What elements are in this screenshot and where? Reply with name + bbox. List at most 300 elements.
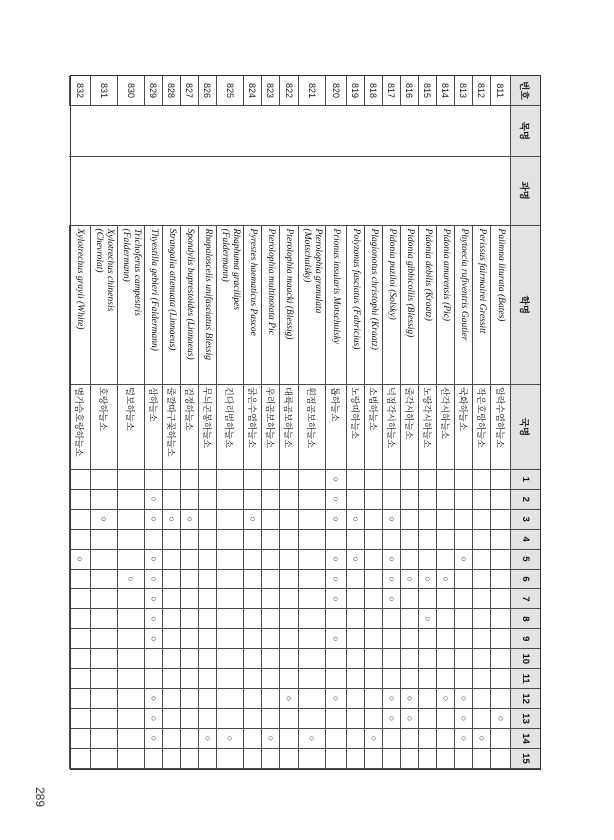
site-presence-cell-11 [90,669,117,689]
site-presence-cell-15 [418,749,436,769]
scientific-name-line1: Plagionotus christophi (Kraatz) [369,228,379,350]
family-cell-empty [472,157,490,226]
record-number: 820 [331,82,341,98]
site-presence-cell-9 [325,629,346,649]
header-cell-family: 과명 [510,157,540,226]
site-presence-cell-8 [162,609,180,629]
rotated-table-container [70,75,541,770]
site-presence-cell-13 [325,709,346,729]
scientific-name-cell [180,226,198,386]
site-presence-cell-6 [346,570,364,590]
scientific-name-line1: Palimna liturata (Bates) [496,228,506,322]
site-presence-cell-6 [162,570,180,590]
site-presence-cell-7 [325,589,346,609]
header-cell-sciname: 학명 [510,226,540,386]
order-cell-empty [382,106,400,157]
order-cell-empty [117,106,144,157]
site-presence-cell-14 [162,729,180,749]
site-presence-cell-1 [198,470,216,490]
presence-circle-mark: ○ [351,556,361,562]
scientific-name-cell [346,226,364,386]
site-presence-cell-5 [346,550,364,570]
site-presence-cell-14 [144,729,162,749]
species-row-820 [325,76,346,769]
species-row-821 [298,76,325,769]
record-number: 823 [265,82,276,98]
site-presence-cell-6 [436,570,454,590]
site-presence-cell-5 [382,550,400,570]
record-number-cell [69,76,90,106]
site-presence-cell-11 [298,669,325,689]
scientific-name-line2: (Faldermann) [220,228,230,282]
site-presence-cell-12 [144,689,162,709]
scientific-name-cell [90,226,117,386]
site-presence-cell-11 [117,669,144,689]
site-presence-cell-9 [490,629,510,649]
family-cell-empty [117,157,144,226]
presence-circle-mark: ○ [441,695,451,702]
presence-circle-mark: ○ [149,516,159,522]
site-presence-cell-6 [400,570,418,590]
record-number: 816 [404,82,415,98]
scientific-name-cell [216,226,243,386]
site-presence-cell-7 [162,589,180,609]
order-cell-empty [298,106,325,157]
record-number-cell [198,76,216,106]
site-presence-cell-5 [298,550,325,570]
site-presence-cell-7 [90,589,117,609]
order-cell-empty [279,106,298,157]
header-cell-site-12: 12 [510,689,540,709]
site-presence-cell-3 [325,510,346,530]
family-cell-empty [216,157,243,226]
site-presence-cell-8 [364,609,382,629]
site-presence-cell-2 [243,490,261,510]
site-presence-cell-6 [117,570,144,590]
family-cell-empty [180,157,198,226]
korean-name-cell [418,385,436,470]
record-number: 812 [476,82,487,98]
site-presence-cell-1 [454,470,472,490]
korean-name: 별가슴호랑하늘소 [74,387,85,457]
site-presence-cell-3 [472,510,490,530]
korean-name: 삼하늘소 [148,387,158,422]
site-presence-cell-13 [454,709,472,729]
order-cell-empty [90,106,117,157]
site-presence-cell-10 [418,649,436,669]
site-presence-cell-14 [261,729,279,749]
site-presence-cell-12 [490,689,510,709]
site-presence-cell-12 [216,689,243,709]
site-presence-cell-11 [243,669,261,689]
presence-circle-mark: ○ [149,576,159,582]
scientific-name [93,229,115,312]
order-cell-empty [198,106,216,157]
site-presence-cell-4 [436,530,454,550]
site-presence-cell-10 [436,649,454,669]
site-presence-cell-7 [418,589,436,609]
scientific-name-line1: Pyrestes haematicus Pascoe [248,228,258,336]
site-presence-cell-11 [216,669,243,689]
site-presence-cell-11 [144,669,162,689]
scientific-name-line1: Spondylis buprestoides (Linnaeus) [185,228,195,360]
site-presence-cell-1 [216,470,243,490]
site-presence-cell-9 [382,629,400,649]
site-presence-cell-9 [418,629,436,649]
site-presence-cell-15 [162,749,180,769]
scientific-name-cell [69,226,90,386]
site-presence-cell-11 [418,669,436,689]
site-presence-cell-2 [298,490,325,510]
site-presence-cell-8 [346,609,364,629]
site-presence-cell-12 [162,689,180,709]
site-presence-cell-4 [298,530,325,550]
site-presence-cell-11 [261,669,279,689]
site-presence-cell-13 [243,709,261,729]
presence-circle-mark: ○ [167,516,177,522]
site-presence-cell-8 [298,609,325,629]
species-row-814 [436,76,454,769]
site-presence-cell-8 [261,609,279,629]
site-presence-cell-14 [418,729,436,749]
site-presence-cell-14 [180,729,198,749]
site-presence-cell-3 [400,510,418,530]
site-presence-cell-3 [162,510,180,530]
site-presence-cell-3 [144,510,162,530]
site-presence-cell-10 [454,649,472,669]
site-presence-cell-1 [400,470,418,490]
site-presence-cell-2 [472,490,490,510]
korean-name-cell [216,385,243,470]
korean-name-cell [90,385,117,470]
site-presence-cell-9 [180,629,198,649]
site-presence-cell-5 [454,550,472,570]
scientific-name-cell [198,226,216,386]
site-presence-cell-1 [69,470,90,490]
site-presence-cell-2 [382,490,400,510]
scientific-name [265,229,276,335]
presence-circle-mark: ○ [331,496,342,502]
order-cell-empty [418,106,436,157]
site-presence-cell-12 [364,689,382,709]
site-presence-cell-2 [325,490,346,510]
site-presence-cell-13 [472,709,490,729]
scientific-name-line2: (Chevrolat) [94,228,104,273]
record-number-cell [162,76,180,106]
site-presence-cell-9 [472,629,490,649]
record-number-cell [216,76,243,106]
site-presence-cell-6 [180,570,198,590]
site-presence-cell-13 [418,709,436,729]
scientific-name-line1: Pidonia debilis (Kraatz) [423,228,433,321]
scientific-name [495,229,506,322]
site-presence-cell-5 [144,550,162,570]
site-presence-cell-9 [279,629,298,649]
site-presence-cell-6 [298,570,325,590]
site-presence-cell-12 [325,689,346,709]
family-cell-empty [436,157,454,226]
presence-circle-mark: ○ [149,636,159,642]
site-presence-cell-6 [454,570,472,590]
record-number-cell [382,76,400,106]
site-presence-cell-9 [454,629,472,649]
record-number-cell [261,76,279,106]
site-presence-cell-2 [117,490,144,510]
site-presence-cell-4 [90,530,117,550]
presence-circle-mark: ○ [331,516,342,522]
site-presence-cell-14 [400,729,418,749]
presence-circle-mark: ○ [331,636,342,642]
korean-name: 톱하늘소 [330,387,341,422]
site-presence-cell-9 [243,629,261,649]
site-presence-cell-7 [261,589,279,609]
record-number: 819 [350,82,361,98]
family-cell-empty [69,157,90,226]
order-cell-empty [472,106,490,157]
record-number: 824 [247,82,258,98]
site-presence-cell-12 [298,689,325,709]
presence-circle-mark: ○ [405,695,415,702]
site-presence-cell-2 [364,490,382,510]
site-presence-cell-15 [472,749,490,769]
site-presence-cell-8 [198,609,216,629]
scientific-name-line1: Trichoferus campestris [132,228,142,316]
order-cell-empty [180,106,198,157]
record-number: 821 [307,82,317,98]
site-presence-cell-12 [90,689,117,709]
order-cell-empty [325,106,346,157]
site-presence-cell-7 [298,589,325,609]
record-number-cell [472,76,490,106]
site-presence-cell-3 [382,510,400,530]
site-presence-cell-10 [382,649,400,669]
scientific-name [331,229,342,345]
site-presence-cell-10 [490,649,510,669]
order-cell-empty [162,106,180,157]
family-cell-empty [198,157,216,226]
record-number-cell [454,76,472,106]
site-presence-cell-12 [436,689,454,709]
site-presence-cell-7 [364,589,382,609]
family-cell-empty [418,157,436,226]
presence-circle-mark: ○ [225,735,236,742]
site-presence-cell-6 [90,570,117,590]
presence-circle-mark: ○ [477,735,487,742]
site-presence-cell-10 [298,649,325,669]
species-row-816 [400,76,418,769]
site-presence-cell-12 [243,689,261,709]
scientific-name [219,229,241,311]
site-presence-cell-14 [454,729,472,749]
presence-circle-mark: ○ [387,516,397,522]
korean-name: 노랑각시하늘소 [422,387,432,448]
site-presence-cell-7 [216,589,243,609]
site-presence-cell-4 [279,530,298,550]
scientific-name-line1: Phytoecia rufiventris Gautier [459,228,469,341]
site-presence-cell-10 [117,649,144,669]
site-presence-cell-11 [454,669,472,689]
korean-name-cell [298,385,325,470]
header-cell-site-7: 7 [510,589,540,609]
site-presence-cell-4 [364,530,382,550]
site-presence-cell-6 [261,570,279,590]
site-presence-cell-5 [364,550,382,570]
scientific-name-cell [117,226,144,386]
species-row-824 [243,76,261,769]
site-presence-cell-7 [346,589,364,609]
header-cell-site-6: 6 [510,570,540,590]
presence-circle-mark: ○ [387,596,397,602]
site-presence-cell-1 [490,470,510,490]
site-presence-cell-6 [216,570,243,590]
site-presence-cell-15 [117,749,144,769]
site-presence-cell-11 [279,669,298,689]
site-presence-cell-13 [400,709,418,729]
site-presence-cell-13 [346,709,364,729]
scientific-name-cell [436,226,454,386]
site-presence-cell-2 [261,490,279,510]
site-presence-cell-1 [279,470,298,490]
site-presence-cell-9 [69,629,90,649]
species-row-826 [198,76,216,769]
record-number-cell [144,76,162,106]
korean-name: 대륙곰보하늘소 [283,387,294,448]
site-presence-cell-15 [325,749,346,769]
site-presence-cell-4 [418,530,436,550]
site-presence-cell-2 [436,490,454,510]
presence-circle-mark: ○ [331,476,342,483]
site-presence-cell-5 [198,550,216,570]
site-presence-cell-5 [117,550,144,570]
site-presence-cell-6 [279,570,298,590]
scientific-name [120,229,142,316]
presence-circle-mark: ○ [459,735,469,742]
site-presence-cell-13 [69,709,90,729]
site-presence-cell-4 [162,530,180,550]
site-presence-cell-3 [364,510,382,530]
korean-name-cell [279,385,298,470]
korean-name: 국화하늘소 [458,387,468,431]
site-presence-cell-3 [261,510,279,530]
scientific-name-line1: Pidonia gibbicollis (Blessig) [405,228,415,338]
species-row-818 [364,76,382,769]
site-presence-cell-13 [382,709,400,729]
family-cell-empty [325,157,346,226]
family-cell-empty [400,157,418,226]
scientific-name-line1: Pterolophia multinotata Pic [266,228,276,335]
family-cell-empty [364,157,382,226]
presence-circle-mark: ○ [387,695,397,702]
site-presence-cell-7 [472,589,490,609]
species-row-823 [261,76,279,769]
site-presence-cell-2 [180,490,198,510]
presence-circle-mark: ○ [405,715,415,722]
site-presence-cell-5 [418,550,436,570]
site-presence-cell-14 [472,729,490,749]
family-cell-empty [90,157,117,226]
record-number-cell [346,76,364,106]
site-presence-cell-4 [454,530,472,550]
korean-name: 굵은수염하늘소 [247,387,257,448]
record-number: 811 [495,83,506,98]
site-presence-cell-15 [144,749,162,769]
site-presence-cell-12 [279,689,298,709]
family-cell-empty [454,157,472,226]
site-presence-cell-8 [436,609,454,629]
scientific-name-line1: Polyzonus fasciatus (Fabricius) [351,228,361,350]
scientific-name [458,229,469,341]
site-presence-cell-13 [261,709,279,729]
site-presence-cell-10 [279,649,298,669]
site-presence-cell-7 [69,589,90,609]
order-cell-empty [216,106,243,157]
korean-name: 긴다리범하늘소 [224,387,235,448]
order-cell-empty [490,106,510,157]
presence-circle-mark: ○ [284,695,295,702]
species-row-828 [162,76,180,769]
header-cell-site-14: 14 [510,729,540,749]
site-presence-cell-6 [364,570,382,590]
site-presence-cell-4 [261,530,279,550]
site-presence-cell-7 [117,589,144,609]
site-presence-cell-10 [400,649,418,669]
korean-name-cell [243,385,261,470]
record-number: 830 [126,82,136,98]
scientific-name-line1: Rhopaloscelis unifasciatus Blessig [203,228,213,360]
scientific-name-cell [472,226,490,386]
site-presence-cell-3 [69,510,90,530]
record-number: 828 [166,82,177,98]
site-presence-cell-4 [400,530,418,550]
scientific-name-cell [454,226,472,386]
site-presence-cell-2 [400,490,418,510]
site-presence-cell-7 [400,589,418,609]
record-number: 826 [202,82,213,98]
site-presence-cell-10 [162,649,180,669]
presence-circle-mark: ○ [75,556,86,562]
site-presence-cell-14 [382,729,400,749]
scientific-name [284,229,295,340]
korean-name: 넉점각시하늘소 [386,387,396,448]
site-presence-cell-10 [243,649,261,669]
site-presence-cell-10 [69,649,90,669]
presence-circle-mark: ○ [387,715,397,722]
scientific-name-line1: Strangalia attenuata (Linnaeus) [167,228,177,351]
presence-circle-mark: ○ [149,715,159,722]
site-presence-cell-9 [346,629,364,649]
site-presence-cell-9 [400,629,418,649]
order-cell-empty [261,106,279,157]
korean-name: 털보하늘소 [125,387,136,431]
site-presence-cell-8 [279,609,298,629]
site-presence-cell-6 [472,570,490,590]
site-presence-cell-14 [325,729,346,749]
site-presence-cell-11 [180,669,198,689]
korean-name: 우리곰보하늘소 [265,387,275,448]
scientific-name-line1: Xylotrechus chinensis [105,228,115,312]
site-presence-cell-2 [198,490,216,510]
site-presence-cell-1 [117,470,144,490]
korean-name-cell [261,385,279,470]
scientific-name [301,229,323,314]
record-number-cell [364,76,382,106]
header-cell-site-10: 10 [510,649,540,669]
site-presence-cell-12 [117,689,144,709]
site-presence-cell-13 [436,709,454,729]
site-presence-cell-6 [198,570,216,590]
header-cell-site-8: 8 [510,609,540,629]
scientific-name [476,229,487,334]
